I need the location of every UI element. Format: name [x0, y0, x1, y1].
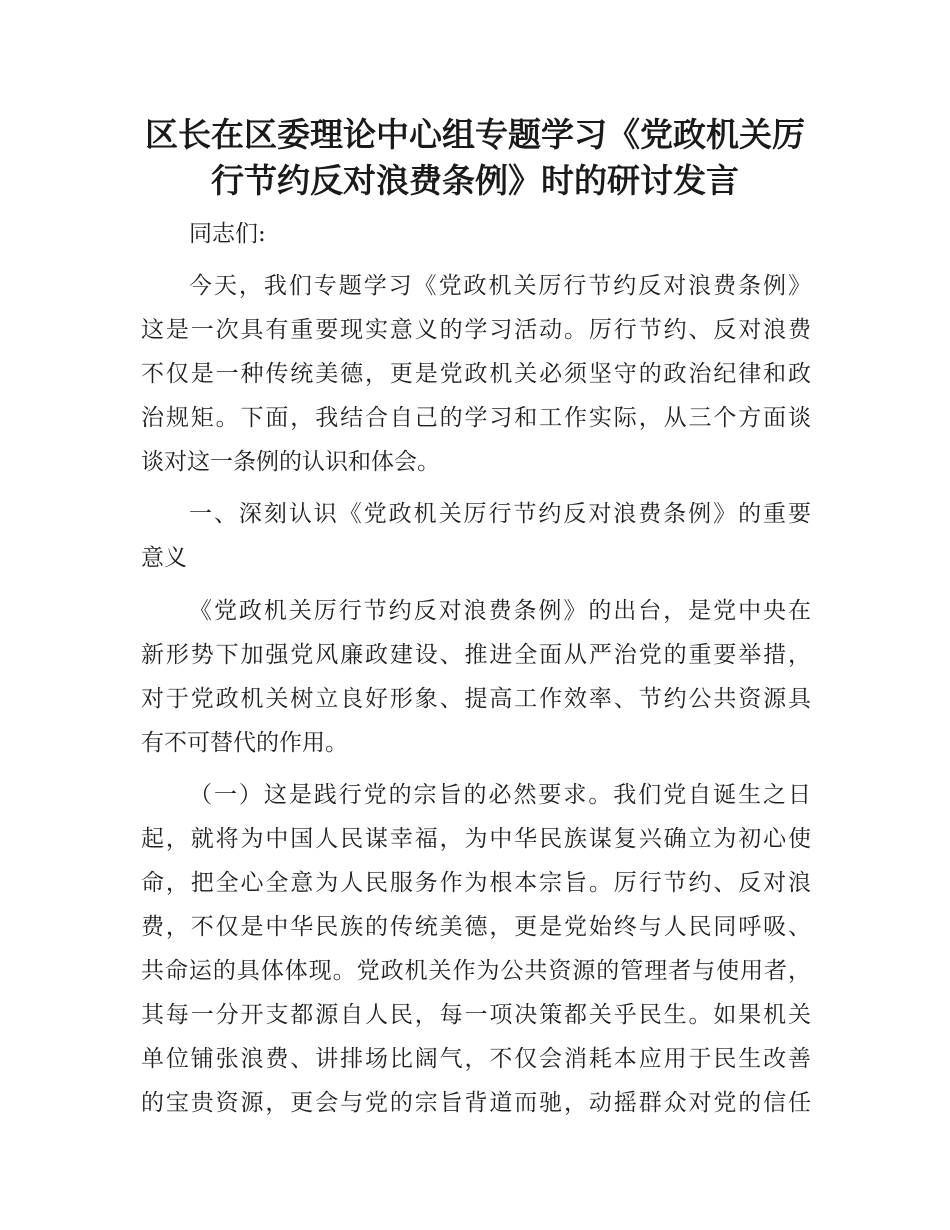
paragraph-4-line-5: 共命运的具体体现。党政机关作为公共资源的管理者与使用者， — [141, 958, 811, 984]
paragraph-4-line-4: 费，不仅是中华民族的传统美德，更是党始终与人民同呼吸、 — [141, 914, 811, 940]
paragraph-4-line-6: 其每一分开支都源自人民，每一项决策都关乎民生。如果机关 — [141, 1002, 811, 1028]
paragraph-4-line-8: 的宝贵资源，更会与党的宗旨背道而驰，动摇群众对党的信任 — [141, 1090, 811, 1116]
paragraph-4-line-3: 命，把全心全意为人民服务作为根本宗旨。厉行节约、反对浪 — [141, 870, 811, 896]
paragraph-3-line-2: 新形势下加强党风廉政建设、推进全面从严治党的重要举措， — [141, 642, 811, 668]
section-heading-line-2: 意义 — [141, 545, 187, 571]
paragraph-1-line-2: 这是一次具有重要现实意义的学习活动。厉行节约、反对浪费 — [141, 317, 811, 343]
greeting: 同志们: — [189, 221, 266, 247]
paragraph-3-line-1: 《党政机关厉行节约反对浪费条例》的出台，是党中央在 — [189, 598, 811, 624]
document-title-line-1: 区长在区委理论中心组专题学习《党政机关厉 — [145, 115, 805, 154]
paragraph-3-line-4: 有不可替代的作用。 — [141, 730, 348, 756]
paragraph-4-line-2: 起，就将为中国人民谋幸福，为中华民族谋复兴确立为初心使 — [141, 826, 811, 852]
paragraph-1-line-1: 今天，我们专题学习《党政机关厉行节约反对浪费条例》 — [189, 273, 811, 299]
paragraph-3-line-3: 对于党政机关树立良好形象、提高工作效率、节约公共资源具 — [141, 686, 811, 712]
document-title-line-2: 行节约反对浪费条例》时的研讨发言 — [211, 161, 739, 200]
paragraph-1-line-5: 谈对这一条例的认识和体会。 — [141, 449, 440, 475]
paragraph-4-line-1: （一）这是践行党的宗旨的必然要求。我们党自诞生之日 — [189, 782, 811, 808]
paragraph-1-line-3: 不仅是一种传统美德，更是党政机关必须坚守的政治纪律和政 — [141, 361, 811, 387]
section-heading-line-1: 一、深刻认识《党政机关厉行节约反对浪费条例》的重要 — [189, 501, 811, 527]
paragraph-4-line-7: 单位铺张浪费、讲排场比阔气，不仅会消耗本应用于民生改善 — [141, 1046, 811, 1072]
paragraph-1-line-4: 治规矩。下面，我结合自己的学习和工作实际，从三个方面谈 — [141, 405, 811, 431]
